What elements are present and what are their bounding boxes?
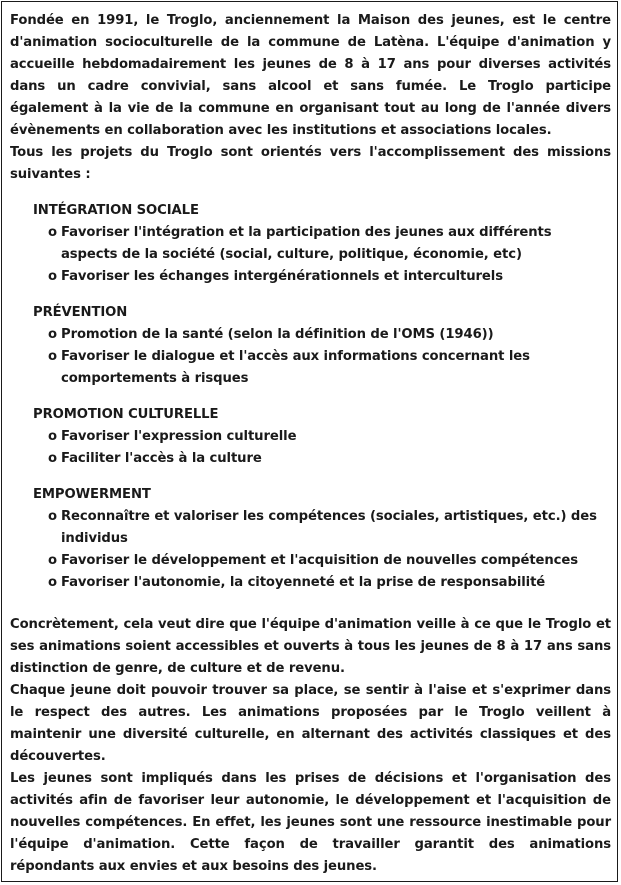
- list-item-text: Favoriser les échanges intergénérationnels et interculturels: [61, 269, 503, 284]
- list-item-text: Favoriser l'intégration et la participation des jeunes aux différents aspects de la société (social, culture, politique, économie, etc): [61, 225, 552, 262]
- list-item: [33, 346, 611, 390]
- bullet-icon: o: [48, 553, 57, 568]
- list-item: [33, 266, 611, 288]
- mission-list: [33, 222, 611, 288]
- list-item-text: Reconnaître et valoriser les compétences (sociales, artistiques, etc.) des individus: [61, 509, 597, 546]
- list-item: [33, 426, 611, 448]
- bullet-icon: o: [48, 575, 57, 590]
- list-item: [33, 448, 611, 470]
- conclusion-paragraph: Concrètement, cela veut dire que l'équipe d'animation veille à ce que le Troglo et ses animations soient accessibles et ouverts à tous les jeunes de 8 à 17 ans sans distinction de genre, de culture et de revenu.: [10, 617, 611, 676]
- list-item-text: Faciliter l'accès à la culture: [61, 451, 262, 466]
- conclusion-paragraph: Les jeunes sont impliqués dans les prises de décisions et l'organisation des activités afin de favoriser leur autonomie, le développement et l'acquisition de nouvelles compétences. En effet, les jeunes sont une ressource inestimable pour l'équipe d'animation. Cette façon de travailler garantit des animations répondants aux envies et aux besoins des jeunes.: [10, 771, 611, 874]
- bullet-icon: o: [48, 327, 57, 342]
- section-heading: INTÉGRATION SOCIALE: [33, 203, 199, 218]
- list-item: [33, 550, 611, 572]
- section-heading: EMPOWERMENT: [33, 487, 151, 502]
- bullet-icon: o: [48, 225, 57, 240]
- conclusion-paragraph: Chaque jeune doit pouvoir trouver sa place, se sentir à l'aise et s'exprimer dans le respect des autres. Les animations proposées par le Troglo veillent à maintenir une diversité culturelle, en alternant des activités classiques et des découvertes.: [10, 683, 611, 764]
- list-item: [33, 222, 611, 266]
- section-heading: PRÉVENTION: [33, 305, 128, 320]
- list-item: [33, 324, 611, 346]
- list-item: [33, 572, 611, 594]
- section-heading: PROMOTION CULTURELLE: [33, 407, 219, 422]
- mission-section-prevention: [33, 302, 611, 390]
- mission-list: [33, 426, 611, 470]
- mission-section-empowerment: [33, 484, 611, 594]
- bullet-icon: o: [48, 451, 57, 466]
- bullet-icon: o: [48, 269, 57, 284]
- bullet-icon: o: [48, 509, 57, 524]
- bullet-icon: o: [48, 429, 57, 444]
- intro-paragraph: Fondée en 1991, le Troglo, anciennement la Maison des jeunes, est le centre d'animation socioculturelle de la commune de Latèna. L'équipe d'animation y accueille hebdomadairement les jeunes de 8 à 17 ans pour diverses activités dans un cadre convivial, sans alcool et sans fumée. Le Troglo participe également à la vie de la commune en organisant tout au long de l'année divers évènements en collaboration avec les institutions et associations locales.: [10, 13, 611, 138]
- list-item-text: Favoriser l'expression culturelle: [61, 429, 297, 444]
- list-item: [33, 506, 611, 550]
- mission-section-integration-sociale: [33, 200, 611, 288]
- document-body: [10, 10, 611, 878]
- list-item-text: Promotion de la santé (selon la définition de l'OMS (1946)): [61, 327, 494, 342]
- document-frame: [1, 1, 618, 882]
- mission-list: [33, 324, 611, 390]
- missions-intro-paragraph: Tous les projets du Troglo sont orientés vers l'accomplissement des missions suivantes :: [10, 145, 611, 182]
- bullet-icon: o: [48, 349, 57, 364]
- mission-section-promotion-culturelle: [33, 404, 611, 470]
- list-item-text: Favoriser le développement et l'acquisition de nouvelles compétences: [61, 553, 578, 568]
- mission-list: [33, 506, 611, 594]
- list-item-text: Favoriser le dialogue et l'accès aux informations concernant les comportements à risques: [61, 349, 530, 386]
- list-item-text: Favoriser l'autonomie, la citoyenneté et la prise de responsabilité: [61, 575, 546, 590]
